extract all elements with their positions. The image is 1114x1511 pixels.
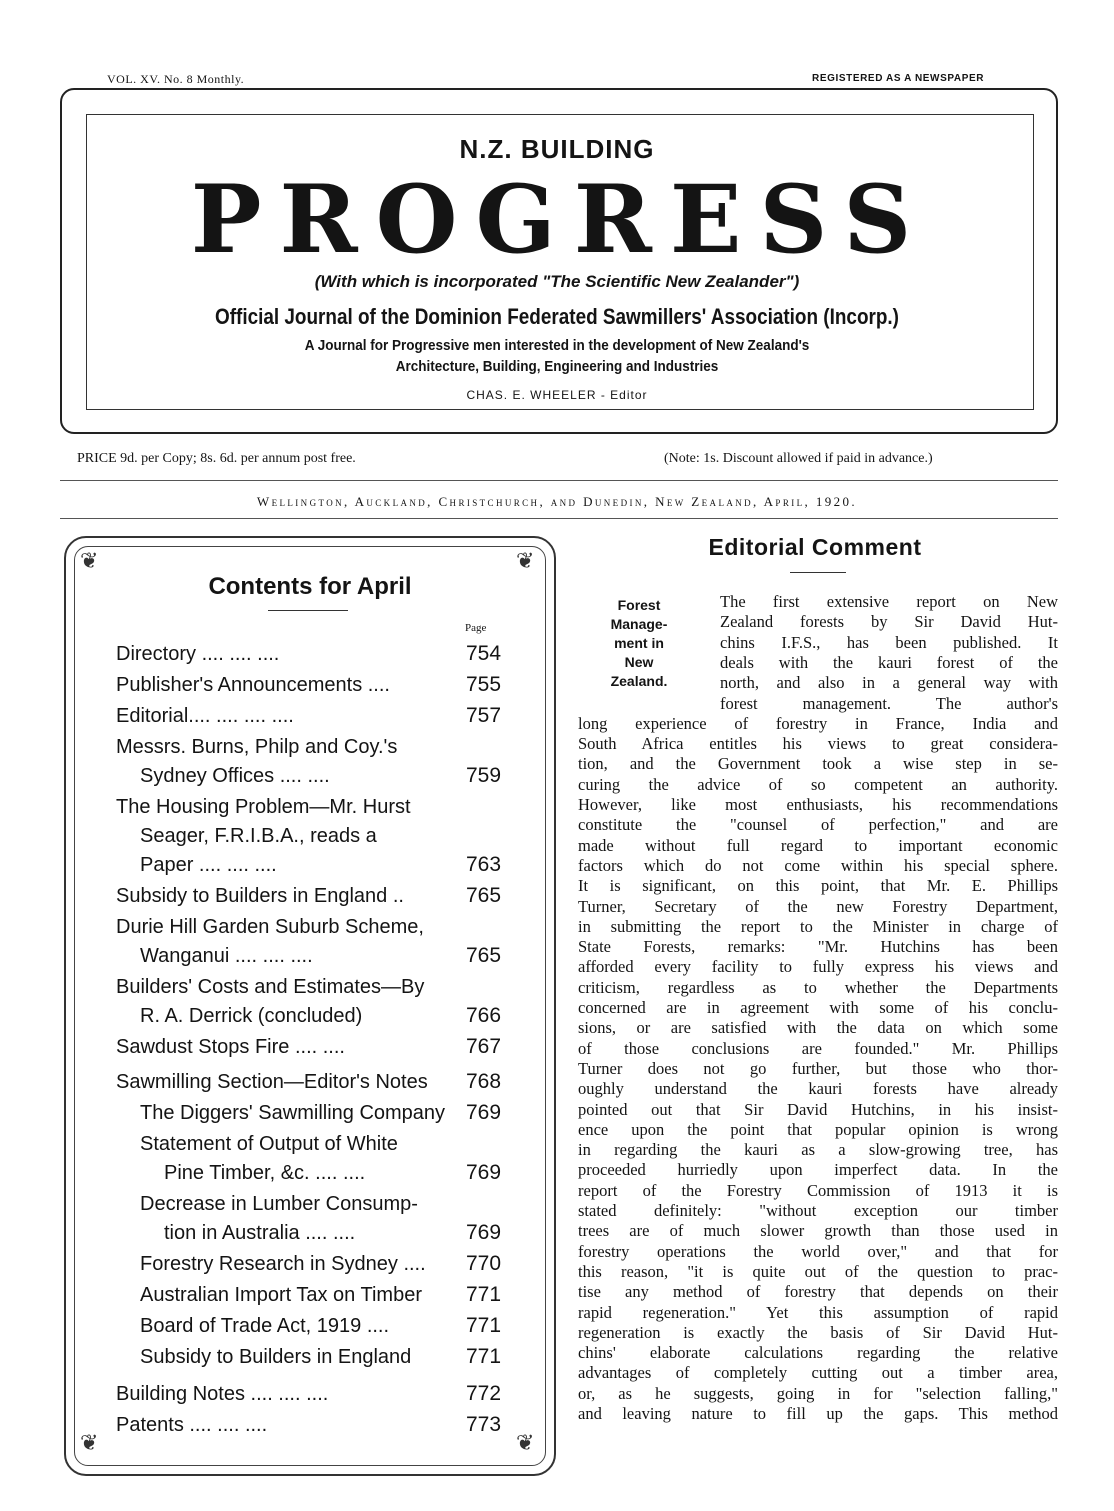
editorial-line: criticism, regardless as to whether the Departments xyxy=(578,977,1058,997)
editorial-line: Turner, Secretary of the new Forestry Department, xyxy=(578,896,1058,916)
contents-entry-text: Publisher's Announcements .... xyxy=(116,674,390,696)
contents-entry-text: Subsidy to Builders in England xyxy=(140,1346,412,1368)
editorial-line: Turner does not go further, but those who thor- xyxy=(578,1058,1058,1078)
editorial-line: in regarding the kauri as a slow-growing tree, has xyxy=(578,1140,1058,1160)
contents-entry-text: Statement of Output of White xyxy=(140,1133,398,1155)
contents-entry-text: R. A. Derrick (concluded) xyxy=(140,1005,363,1027)
editorial-line: north, and also in a general way with xyxy=(720,673,1058,693)
contents-entry-text: tion in Australia .... .... xyxy=(164,1222,356,1244)
sidehead-line: Zealand. xyxy=(610,673,668,689)
editorial-line: afforded every facility to fully express his views and xyxy=(578,957,1058,977)
masthead-journal-line-2: Architecture, Building, Engineering and Industries xyxy=(395,358,719,375)
contents-entry-page: 754 xyxy=(466,642,502,665)
editorial-line: constitute the "counsel of perfection," and are xyxy=(578,815,1058,835)
contents-entry-page: 768 xyxy=(466,1070,502,1093)
corner-scroll-icon: ❦ xyxy=(516,1430,535,1455)
editorial-line: South Africa entitles his views to great considera- xyxy=(578,734,1058,754)
editorial-line: tion, and the Government took a wise step in se- xyxy=(578,754,1058,774)
masthead-official: Official Journal of the Dominion Federated Sawmillers' Association (Incorp.) xyxy=(215,304,899,329)
editorial-line: stated definitely: "without exception our timber xyxy=(578,1201,1058,1220)
contents-entry-text: Forestry Research in Sydney .... xyxy=(140,1253,426,1275)
editorial-line: deals with the kauri forest of the xyxy=(720,652,1058,672)
contents-entry-text: Paper .... .... .... xyxy=(140,854,277,876)
registered-notice: REGISTERED AS A NEWSPAPER xyxy=(812,73,985,84)
contents-entry-page: 773 xyxy=(466,1413,502,1436)
contents-entry-page: 765 xyxy=(466,884,502,907)
editorial-line: proceeded hurriedly upon imperfect data. In the xyxy=(578,1160,1058,1180)
contents-entry-page: 771 xyxy=(466,1283,502,1306)
editorial-line: sions, or are satisfied with the data on which some xyxy=(578,1018,1058,1038)
contents-entry-page: 771 xyxy=(466,1314,502,1337)
editorial-line: or, as he suggests, going in for "selection falling," xyxy=(578,1383,1058,1403)
contents-entry-text: Wanganui .... .... .... xyxy=(140,945,313,967)
editorial-line: of those conclusions are founded." Mr. Phillips xyxy=(578,1038,1058,1058)
contents-entry-text: Building Notes .... .... .... xyxy=(116,1383,329,1405)
editorial-line: in submitting the report to the Minister in charge of xyxy=(578,916,1058,936)
contents-entry-page: 763 xyxy=(466,853,502,876)
editorial-line: pointed out that Sir David Hutchins, in his insist- xyxy=(578,1099,1058,1119)
contents-entry-page: 767 xyxy=(466,1035,502,1058)
editorial-line: forestry operations the world over," and that for xyxy=(578,1241,1058,1261)
contents-entry-text: Sydney Offices .... .... xyxy=(140,765,330,787)
contents-entry-page: 772 xyxy=(466,1382,502,1405)
contents-entry-page: 770 xyxy=(466,1252,502,1275)
contents-entry-text: Seager, F.R.I.B.A., reads a xyxy=(140,825,377,847)
editorial-line: chins I.F.S., has been published. It xyxy=(720,632,1058,652)
sidehead-line: New xyxy=(624,654,654,670)
editorial-heading: Editorial Comment xyxy=(708,534,922,560)
contents-entry-text: Pine Timber, &c. .... .... xyxy=(164,1162,366,1184)
editorial-line: It is significant, on this point, that Mr. E. Phillips xyxy=(578,876,1058,896)
corner-scroll-icon: ❦ xyxy=(80,1430,99,1455)
editorial-line: oughly understand the kauri forests have already xyxy=(578,1079,1058,1099)
editorial-line: forest management. The author's xyxy=(720,693,1058,713)
contents-entry-text: Messrs. Burns, Philp and Coy.'s xyxy=(116,736,398,758)
masthead-pre-title: N.Z. BUILDING xyxy=(459,134,655,164)
contents-entry-page: 759 xyxy=(466,764,502,787)
sidehead-line: Manage- xyxy=(610,616,668,632)
contents-entry-text: Board of Trade Act, 1919 .... xyxy=(140,1315,390,1337)
contents-heading: Contents for April xyxy=(208,573,412,600)
contents-entry-text: Patents .... .... .... xyxy=(116,1414,268,1436)
contents-entry-text: Builders' Costs and Estimates—By xyxy=(116,976,425,998)
contents-entry-page: 769 xyxy=(466,1221,502,1244)
editorial-line: concerned are in agreement with some of his conclu- xyxy=(578,998,1058,1017)
editorial-line: curing the advice of so competent an authority. xyxy=(578,774,1058,794)
contents-entry-page: 771 xyxy=(466,1345,502,1368)
contents-entry-page: 766 xyxy=(466,1004,502,1027)
editorial-line: regeneration is exactly the basis of Sir David Hut- xyxy=(578,1322,1058,1342)
price-info: PRICE 9d. per Copy; 8s. 6d. per annum post free. xyxy=(77,451,356,466)
editorial-line: report of the Forestry Commission of 1913 it is xyxy=(578,1180,1058,1200)
contents-entry-text: Decrease in Lumber Consump- xyxy=(140,1193,418,1215)
masthead-title: PROGRESS xyxy=(190,165,930,275)
contents-entry-text: Sawdust Stops Fire .... .... xyxy=(116,1036,345,1058)
editorial-line: advantages of completely cutting out a timber area, xyxy=(578,1363,1058,1383)
contents-entry-text: Durie Hill Garden Suburb Scheme, xyxy=(116,916,424,938)
editorial-line: and leaving nature to fill up the gaps. This method xyxy=(578,1404,1058,1423)
contents-entry-text: Editorial.... .... .... .... xyxy=(116,705,294,727)
contents-entry-page: 765 xyxy=(466,944,502,967)
editorial-line: factors which do not come within his special sphere. xyxy=(578,855,1058,875)
contents-entry-text: Sawmilling Section—Editor's Notes xyxy=(116,1071,428,1093)
contents-entry-text: Subsidy to Builders in England .. xyxy=(116,885,404,907)
issue-info: VOL. XV. No. 8 Monthly. xyxy=(107,72,245,86)
contents-entry-page: 755 xyxy=(466,673,502,696)
contents-entry-text: Directory .... .... .... xyxy=(116,643,280,665)
editorial-line: trees are of much slower growth than those used in xyxy=(578,1221,1058,1241)
corner-scroll-icon: ❦ xyxy=(516,548,535,573)
editorial-line: long experience of forestry in France, India and xyxy=(578,713,1058,733)
corner-scroll-icon: ❦ xyxy=(80,548,99,573)
editorial-line: rapid regeneration." Yet this assumption of rapid xyxy=(578,1302,1058,1322)
masthead-editor: CHAS. E. WHEELER - Editor xyxy=(466,388,648,402)
contents-entry-page: 769 xyxy=(466,1161,502,1184)
contents-entry-page: 769 xyxy=(466,1101,502,1124)
discount-note: (Note: 1s. Discount allowed if paid in advance.) xyxy=(664,451,933,466)
contents-page-label: Page xyxy=(465,622,487,634)
editorial-line: However, like most enthusiasts, his recommendations xyxy=(578,795,1058,814)
editorial-line: this reason, "it is quite out of the question to prac- xyxy=(578,1261,1058,1281)
editorial-line: ence upon the point that popular opinion is wrong xyxy=(578,1119,1058,1139)
editorial-line: State Forests, remarks: "Mr. Hutchins has been xyxy=(578,937,1058,957)
masthead-incorporated: (With which is incorporated "The Scientific New Zealander") xyxy=(314,272,800,291)
sidehead-line: Forest xyxy=(617,597,661,613)
contents-entry-text: Australian Import Tax on Timber xyxy=(140,1284,422,1306)
dateline: Wellington, Auckland, Christchurch, and Dunedin, New Zealand, April, 1920. xyxy=(256,494,858,509)
sidehead-line: ment in xyxy=(614,635,664,651)
editorial-line: Zealand forests by Sir David Hut- xyxy=(720,612,1058,632)
editorial-line: made without full regard to important economic xyxy=(578,835,1058,855)
masthead-journal-line-1: A Journal for Progressive men interested in the development of New Zealand's xyxy=(304,337,810,354)
editorial-line: tise any method of forestry that depends on their xyxy=(578,1282,1058,1302)
contents-entry-text: The Housing Problem—Mr. Hurst xyxy=(116,796,411,818)
editorial-line: The first extensive report on New xyxy=(720,592,1058,611)
editorial-line: chins' elaborate calculations regarding the relative xyxy=(578,1343,1058,1363)
contents-entry-page: 757 xyxy=(466,704,502,727)
contents-entry-text: The Diggers' Sawmilling Company xyxy=(140,1102,446,1124)
